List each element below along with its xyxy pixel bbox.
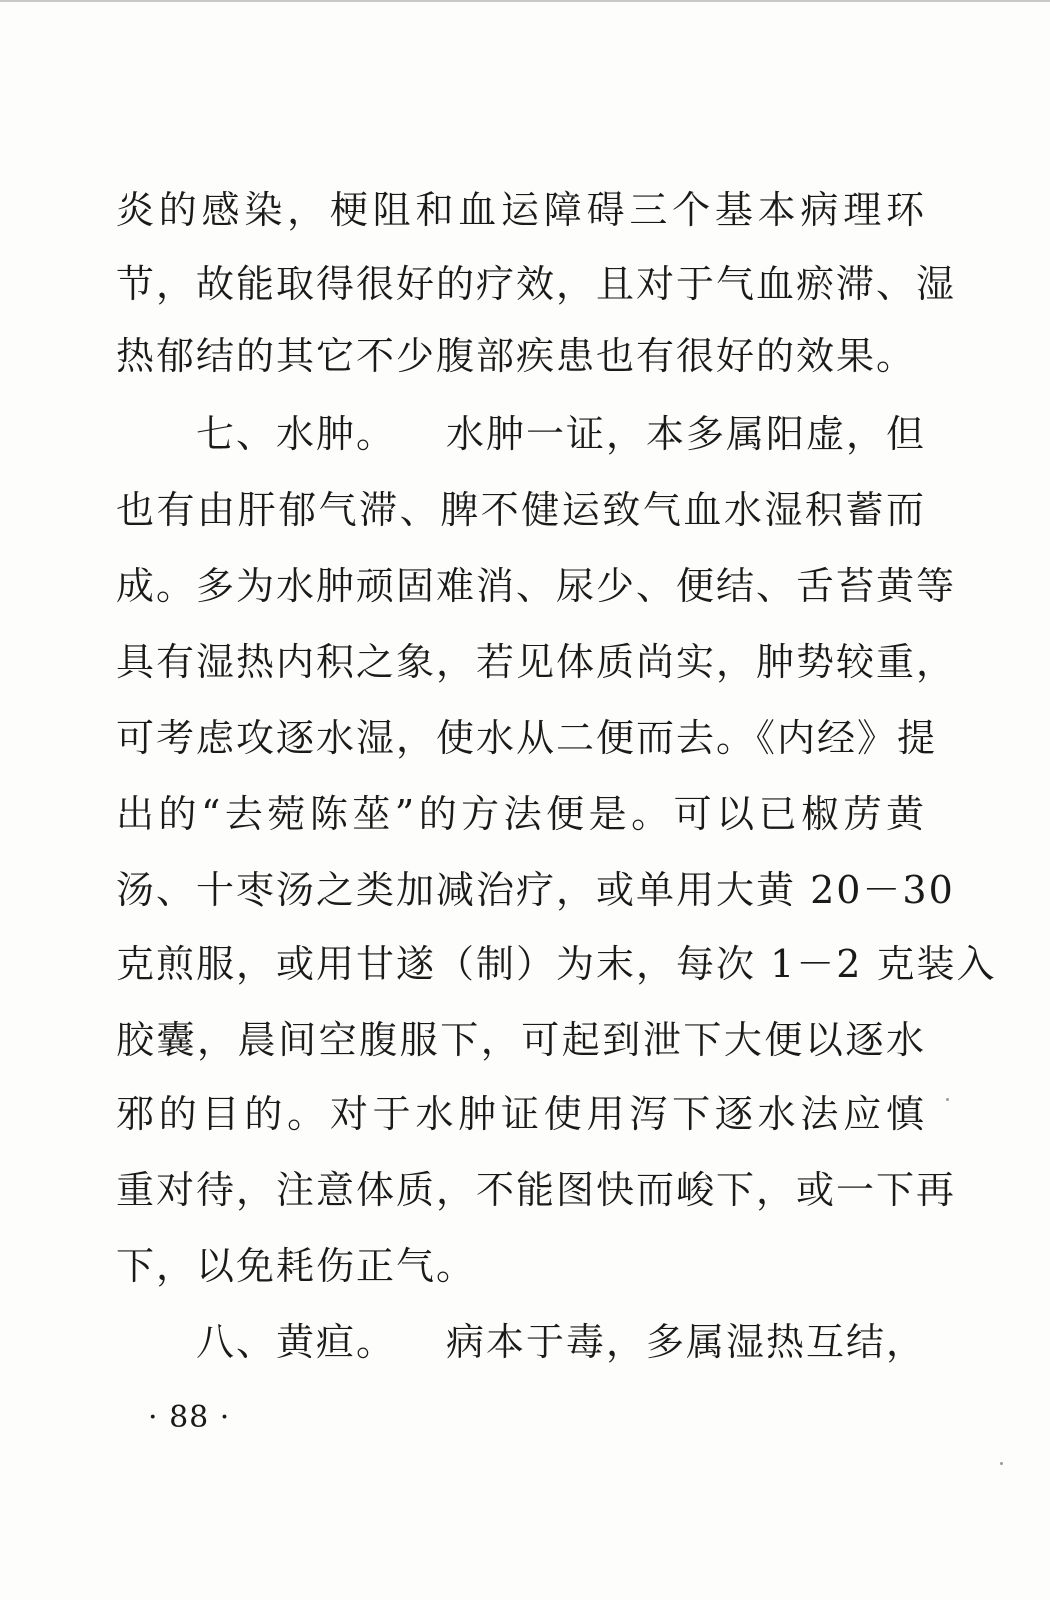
text-line: 胶囊，晨间空腹服下，可起到泄下大便以逐水 bbox=[116, 1018, 926, 1062]
text-line: 病本于毒，多属湿热互结， bbox=[445, 1320, 926, 1364]
section-heading-row bbox=[196, 404, 926, 464]
scan-speck bbox=[946, 1098, 949, 1101]
scan-speck bbox=[1000, 1462, 1003, 1465]
text-line: 重对待，注意体质，不能图快而峻下，或一下再 bbox=[116, 1168, 957, 1212]
text-line: 水肿一证，本多属阳虚，但 bbox=[445, 412, 926, 456]
section-heading-row bbox=[196, 1312, 926, 1372]
text-line: 热郁结的其它不少腹部疾患也有很好的效果。 bbox=[116, 334, 917, 378]
text-line: 炎的感染，梗阻和血运障碍三个基本病理环 bbox=[116, 188, 926, 232]
section-heading: 七、水肿。 bbox=[196, 412, 397, 456]
text-line: 具有湿热内积之象，若见体质尚实，肿势较重， bbox=[116, 640, 957, 684]
text-line: 邪的目的。对于水肿证使用泻下逐水法应慎 bbox=[116, 1092, 926, 1136]
text-line: 也有由肝郁气滞、脾不健运致气血水湿积蓄而 bbox=[116, 488, 926, 532]
section-heading: 八、黄疸。 bbox=[196, 1320, 397, 1364]
text-line: 汤、十枣汤之类加减治疗，或单用大黄 20－30 bbox=[116, 868, 955, 912]
page-top-edge bbox=[0, 0, 1050, 2]
text-line: 出的“去菀陈莝”的方法便是。可以已椒苈黄 bbox=[116, 792, 926, 836]
text-line: 克煎服，或用甘遂（制）为末，每次 1－2 克装入 bbox=[116, 942, 997, 986]
text-line: 成。多为水肿顽固难消、尿少、便结、舌苔黄等 bbox=[116, 564, 957, 608]
text-line: 下，以免耗伤正气。 bbox=[116, 1244, 477, 1288]
page-number: · 88 · bbox=[148, 1400, 231, 1435]
text-line: 节，故能取得很好的疗效，且对于气血瘀滞、湿 bbox=[116, 262, 957, 306]
text-line: 可考虑攻逐水湿，使水从二便而去。《内经》提 bbox=[116, 716, 938, 760]
